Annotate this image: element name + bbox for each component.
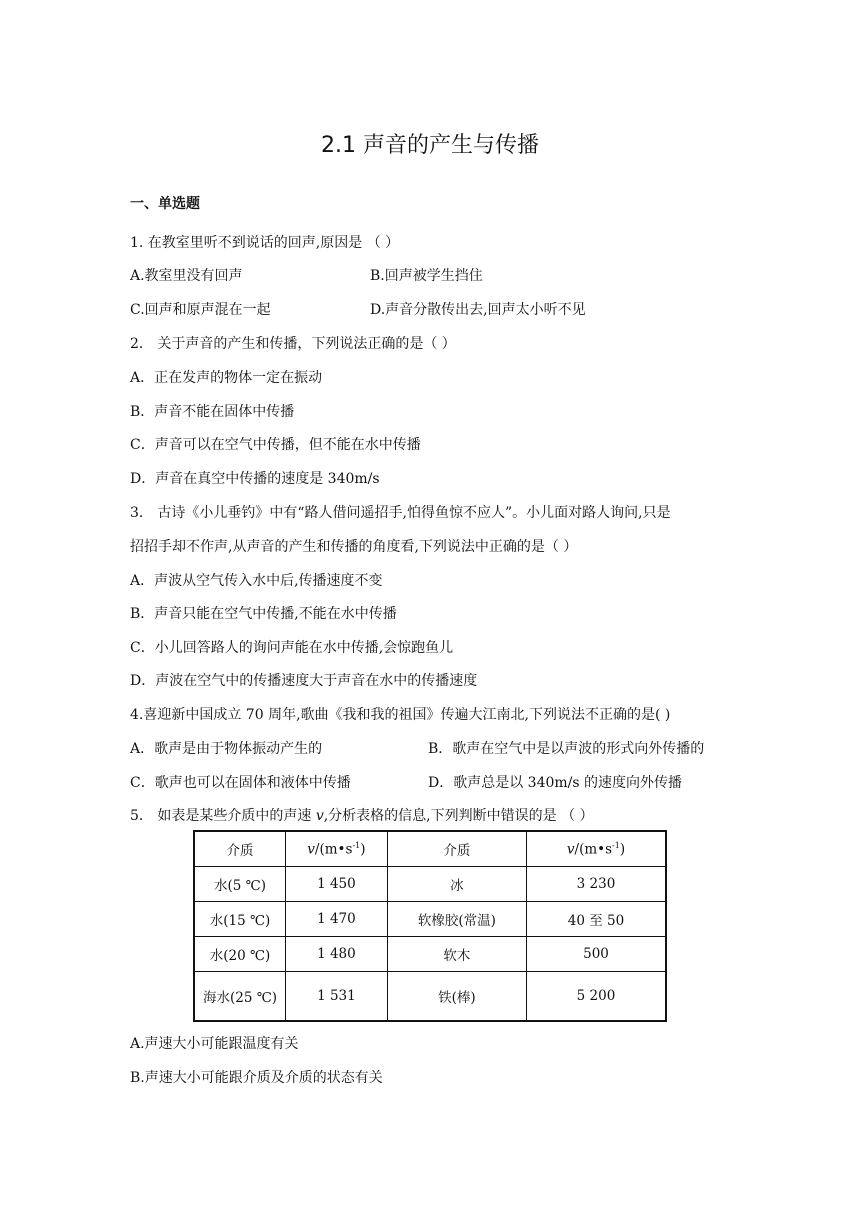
question-3-option-c: C．小儿回答路人的询问声能在水中传播,会惊跑鱼儿 bbox=[130, 640, 454, 656]
question-3-option-b: B．声音只能在空气中传播,不能在水中传播 bbox=[130, 606, 397, 622]
table-cell: 1 480 bbox=[286, 937, 388, 972]
table-cell: 水(5 ℃) bbox=[194, 867, 286, 902]
table-cell: 水(15 ℃) bbox=[194, 902, 286, 937]
question-4-stem: 4.喜迎新中国成立 70 周年,歌曲《我和我的祖国》传遍大江南北,下列说法不正确的是( ) bbox=[130, 707, 671, 723]
question-5-stem-pre: 5． 如表是某些介质中的声速 bbox=[130, 808, 316, 824]
header-medium: 介质 bbox=[194, 831, 286, 867]
question-3-option-a: A．声波从空气传入水中后,传播速度不变 bbox=[130, 573, 383, 589]
question-1-option-a: A.教室里没有回声 bbox=[130, 268, 243, 284]
table-row bbox=[194, 867, 666, 902]
table-cell: 软木 bbox=[387, 937, 526, 972]
table-cell: 水(20 ℃) bbox=[194, 937, 286, 972]
question-2-option-b: B．声音不能在固体中传播 bbox=[130, 404, 295, 420]
question-2-option-a: A．正在发声的物体一定在振动 bbox=[130, 370, 323, 386]
question-5-stem-post: ,分析表格的信息,下列判断中错误的是 （ ） bbox=[323, 808, 594, 824]
table-cell: 1 470 bbox=[286, 902, 388, 937]
page-title: 2.1 声音的产生与传播 bbox=[321, 133, 539, 158]
table-cell: 冰 bbox=[387, 867, 526, 902]
table-cell: 500 bbox=[527, 937, 667, 972]
header-medium: 介质 bbox=[387, 831, 526, 867]
question-1-option-b: B.回声被学生挡住 bbox=[370, 268, 483, 284]
question-5-stem-variable: v bbox=[315, 808, 324, 824]
question-2-option-c: C．声音可以在空气中传播，但不能在水中传播 bbox=[130, 437, 421, 453]
question-4-option-b: B．歌声在空气中是以声波的形式向外传播的 bbox=[428, 741, 705, 757]
table-cell: 3 230 bbox=[527, 867, 667, 902]
table-header-row bbox=[194, 831, 666, 867]
table-row bbox=[194, 937, 666, 972]
table-cell: 5 200 bbox=[527, 972, 667, 1022]
question-5-option-a: A.声速大小可能跟温度有关 bbox=[130, 1036, 299, 1052]
question-4-option-d: D．歌声总是以 340m/s 的速度向外传播 bbox=[428, 775, 683, 791]
header-speed: $v/(m•s^{-1})$ bbox=[286, 831, 388, 867]
sound-speed-table bbox=[193, 830, 667, 1022]
table-cell: 海水(25 ℃) bbox=[194, 972, 286, 1022]
question-1-stem: 1. 在教室里听不到说话的回声,原因是 （ ） bbox=[130, 235, 400, 251]
table-row bbox=[194, 972, 666, 1022]
question-1-option-d: D.声音分散传出去,回声太小听不见 bbox=[370, 302, 586, 318]
question-2-stem: 2． 关于声音的产生和传播，下列说法正确的是（ ） bbox=[130, 336, 456, 352]
table-cell: 1 531 bbox=[286, 972, 388, 1022]
question-4-option-c: C．歌声也可以在固体和液体中传播 bbox=[130, 775, 351, 791]
question-3-stem-line-2: 招招手却不作声,从声音的产生和传播的角度看,下列说法中正确的是（ ） bbox=[130, 539, 578, 555]
question-3-option-d: D．声波在空气中的传播速度大于声音在水中的传播速度 bbox=[130, 673, 478, 689]
question-4-option-a: A．歌声是由于物体振动产生的 bbox=[130, 741, 323, 757]
table-cell: 铁(棒) bbox=[387, 972, 526, 1022]
question-5-stem bbox=[130, 805, 594, 825]
header-speed: $v/(m•s^{-1})$ bbox=[527, 831, 667, 867]
section-heading: 一、单选题 bbox=[130, 196, 200, 212]
question-1-option-c: C.回声和原声混在一起 bbox=[130, 302, 271, 318]
table-row bbox=[194, 902, 666, 937]
table-cell: 软橡胶(常温) bbox=[387, 902, 526, 937]
question-2-option-d: D．声音在真空中传播的速度是 340m/s bbox=[130, 471, 380, 487]
question-5-option-b: B.声速大小可能跟介质及介质的状态有关 bbox=[130, 1070, 383, 1086]
table-cell: 1 450 bbox=[286, 867, 388, 902]
table-cell: 40 至 50 bbox=[527, 902, 667, 937]
question-3-stem-line-1: 3． 古诗《小儿垂钓》中有“路人借问遥招手,怕得鱼惊不应人”。小儿面对路人询问,只是 bbox=[130, 505, 671, 521]
